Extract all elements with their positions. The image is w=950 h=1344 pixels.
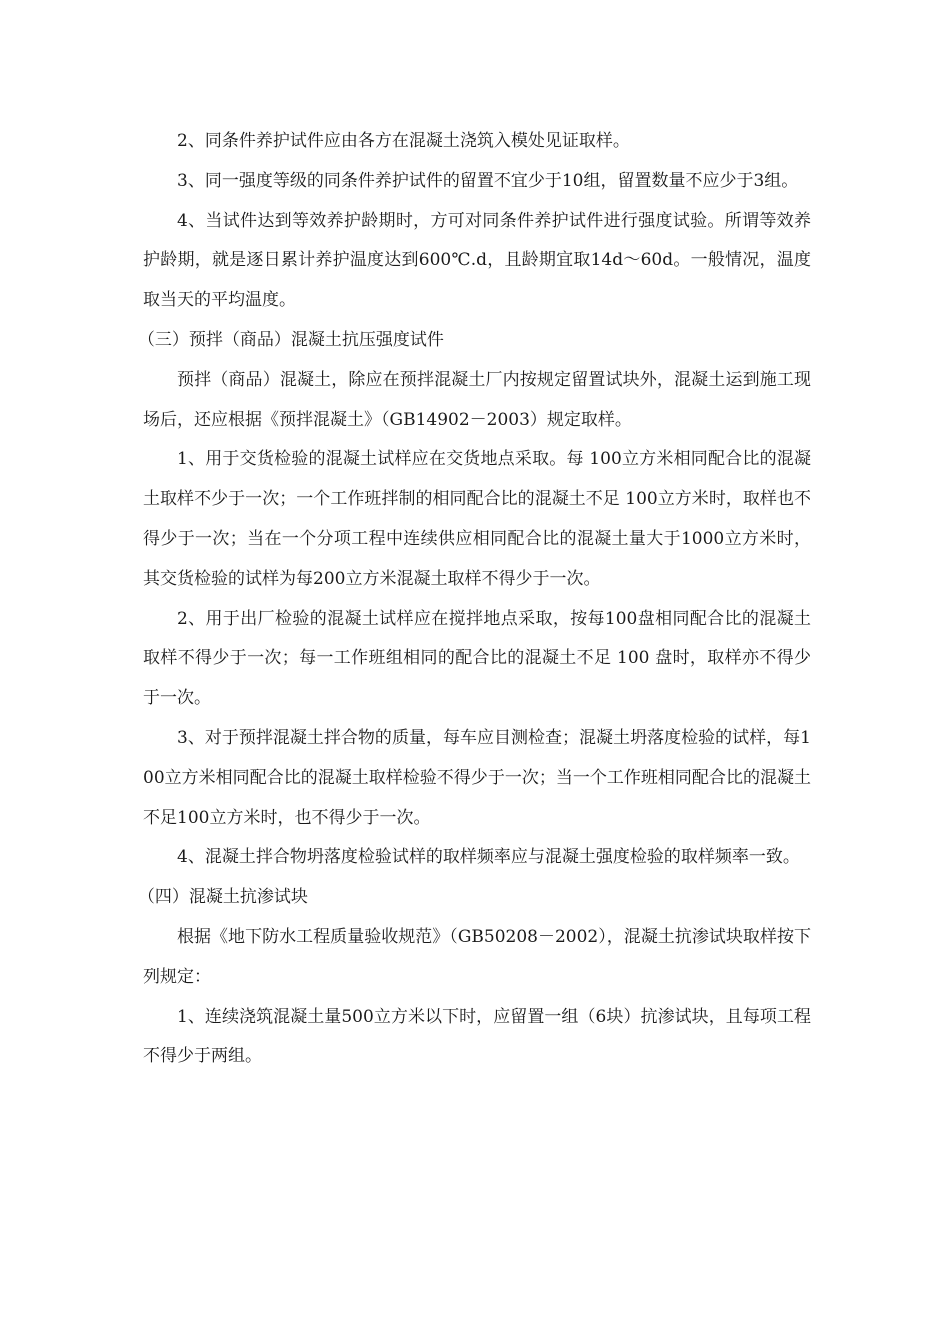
paragraph-equivalent-curing-age: 4、当试件达到等效养护龄期时，方可对同条件养护试件进行强度试验。所谓等效养护龄期，就是逐日累计养护温度达到600℃.d，且龄期宜取14d～60d。一般情况，温度取当天的平均温度。 <box>143 210 811 311</box>
document-page <box>137 122 811 1077</box>
paragraph-slump-frequency: 4、混凝土拌合物坍落度检验试样的取样频率应与混凝土强度检验的取样频率一致。 <box>177 847 800 868</box>
paragraph-factory-inspection: 2、用于出厂检验的混凝土试样应在搅拌地点采取，按每100盘相同配合比的混凝土取样不得少于一次；每一工作班组相同的配合比的混凝土不足 100 盘时，取样亦不得少于一次。 <box>143 608 811 709</box>
paragraph-impermeability-rule-1: 1、连续浇筑混凝土量500立方米以下时，应留置一组（6块）抗渗试块，且每项工程不得少于两组。 <box>143 1006 811 1067</box>
paragraph-delivery-inspection: 1、用于交货检验的混凝土试样应在交货地点采取。每 100立方米相同配合比的混凝土取样不少于一次；一个工作班拌制的相同配合比的混凝土不足 100立方米时，取样也不得少于一次；当在一个分项工程中连续供应相同配合比的混凝土量大于1000立方米时，其交货检验的试样为每200立方米混凝土取样不得少于一次。 <box>143 449 811 589</box>
paragraph-slump-inspection: 3、对于预拌混凝土拌合物的质量，每车应目测检查；混凝土坍落度检验的试样，每100立方米相同配合比的混凝土取样检验不得少于一次；当一个工作班相同配合比的混凝土不足100立方米时，也不得少于一次。 <box>143 727 811 828</box>
section-heading-impermeability: （四）混凝土抗渗试块 <box>137 887 308 908</box>
paragraph-ready-mix-intro: 预拌（商品）混凝土，除应在预拌混凝土厂内按规定留置试块外，混凝土运到施工现场后，还应根据《预拌混凝土》（GB14902－2003）规定取样。 <box>143 369 811 430</box>
paragraph-impermeability-intro: 根据《地下防水工程质量验收规范》（GB50208－2002），混凝土抗渗试块取样按下列规定： <box>143 926 811 987</box>
paragraph-same-condition-sampling: 2、同条件养护试件应由各方在混凝土浇筑入模处见证取样。 <box>177 131 630 151</box>
paragraph-same-condition-quantity: 3、同一强度等级的同条件养护试件的留置不宜少于10组，留置数量不应少于3组。 <box>177 170 799 191</box>
section-heading-ready-mix: （三）预拌（商品）混凝土抗压强度试件 <box>137 329 444 350</box>
